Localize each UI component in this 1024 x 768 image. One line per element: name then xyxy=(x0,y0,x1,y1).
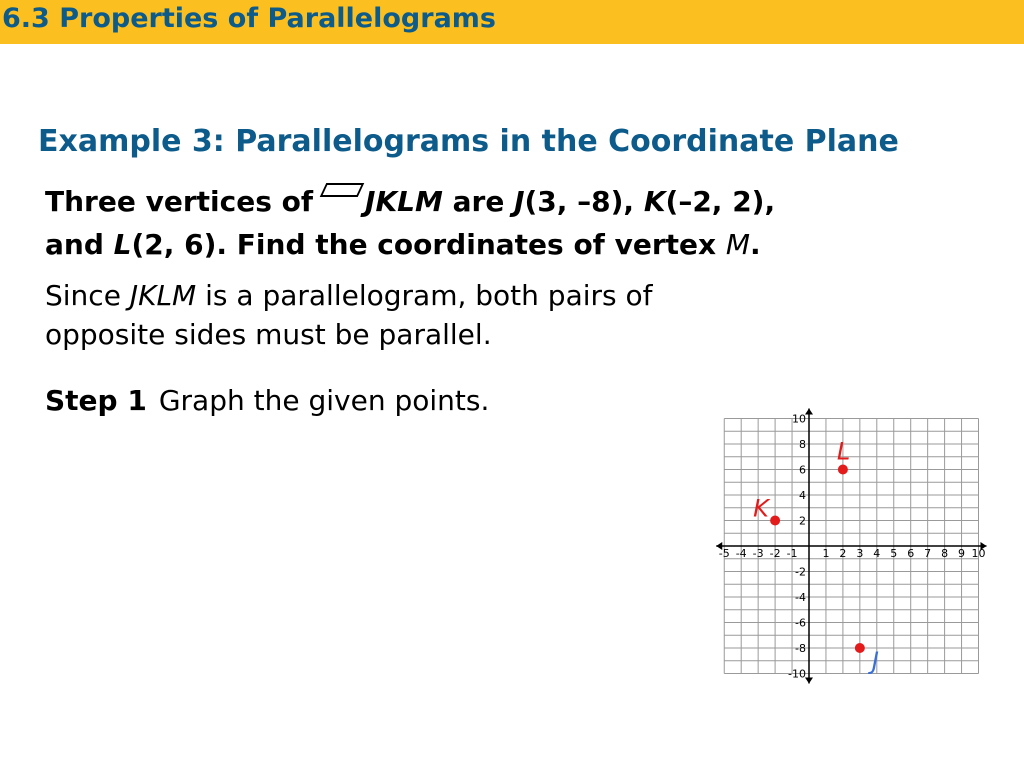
vertex-m-name: M xyxy=(725,228,751,261)
x-tick-label: 3 xyxy=(856,547,864,560)
slide-section-title: 6.3 Properties of Parallelograms xyxy=(2,3,496,34)
y-tick-label: -10 xyxy=(788,667,806,681)
explanation xyxy=(45,276,653,354)
point-l xyxy=(838,465,848,475)
y-tick-label: 8 xyxy=(799,438,806,451)
axis-arrow-icon xyxy=(805,678,813,684)
x-tick-label: 10 xyxy=(971,547,986,560)
point-label-j: J xyxy=(871,647,879,675)
x-tick-label: 6 xyxy=(907,547,915,560)
problem-text: . xyxy=(750,228,761,261)
y-tick-label: 10 xyxy=(792,412,806,426)
y-tick-label: -4 xyxy=(795,591,806,604)
parallelogram-name: JKLM xyxy=(129,279,197,312)
problem-line-2 xyxy=(45,223,1005,266)
x-tick-label: 9 xyxy=(958,547,966,560)
x-tick-label: 5 xyxy=(890,547,898,560)
vertex-j-coords: (3, –8), xyxy=(524,185,635,218)
point-k xyxy=(770,516,780,526)
problem-text: Three vertices of xyxy=(45,185,314,218)
vertex-j-name: J xyxy=(514,185,525,218)
x-tick-label: -3 xyxy=(752,547,764,560)
axis-arrow-icon xyxy=(805,409,813,415)
vertex-k-coords: (–2, 2), xyxy=(665,185,776,218)
y-tick-label: -6 xyxy=(795,616,806,630)
point-j xyxy=(855,643,865,653)
y-tick-label: 4 xyxy=(799,489,806,502)
step-text: Graph the given points. xyxy=(158,384,490,417)
explanation-line-2: opposite sides must be parallel. xyxy=(45,318,492,351)
coordinate-graph xyxy=(700,400,990,685)
x-tick-label: 7 xyxy=(924,547,932,560)
point-label-k: K xyxy=(753,494,769,523)
explanation-text: Since xyxy=(45,279,121,312)
header-bar xyxy=(0,0,1024,44)
explanation-text: is a parallelogram, both pairs of xyxy=(205,279,653,312)
step-label: Step 1 xyxy=(45,384,147,417)
example-title: Example 3: Parallelograms in the Coordinate Plane xyxy=(38,124,899,159)
x-tick-label: -1 xyxy=(786,547,798,560)
vertex-k-name: K xyxy=(643,185,666,218)
x-tick-label: 1 xyxy=(822,547,830,560)
y-tick-label: -2 xyxy=(795,565,806,579)
vertex-l-name: L xyxy=(113,228,132,261)
explanation-line-1 xyxy=(45,276,653,315)
problem-line-1 xyxy=(45,180,1005,223)
problem-statement xyxy=(45,180,1005,266)
x-tick-label: 8 xyxy=(941,547,949,560)
y-tick-label: 2 xyxy=(799,514,806,528)
x-tick-label: -2 xyxy=(769,547,781,560)
point-label-l: L xyxy=(836,437,851,466)
problem-text: and xyxy=(45,228,104,261)
parallelogram-name: JKLM xyxy=(365,185,443,218)
x-tick-label: 4 xyxy=(873,547,881,560)
x-tick-label: -5 xyxy=(718,547,730,560)
x-tick-label: 2 xyxy=(839,547,847,560)
y-tick-label: 6 xyxy=(799,463,806,477)
y-tick-label: -8 xyxy=(795,642,806,655)
x-tick-label: -4 xyxy=(735,547,747,560)
parallelogram-symbol-icon xyxy=(320,183,365,197)
step-1 xyxy=(45,384,489,417)
vertex-l-coords: (2, 6). Find the coordinates of vertex xyxy=(131,228,717,261)
problem-text: are xyxy=(452,185,505,218)
